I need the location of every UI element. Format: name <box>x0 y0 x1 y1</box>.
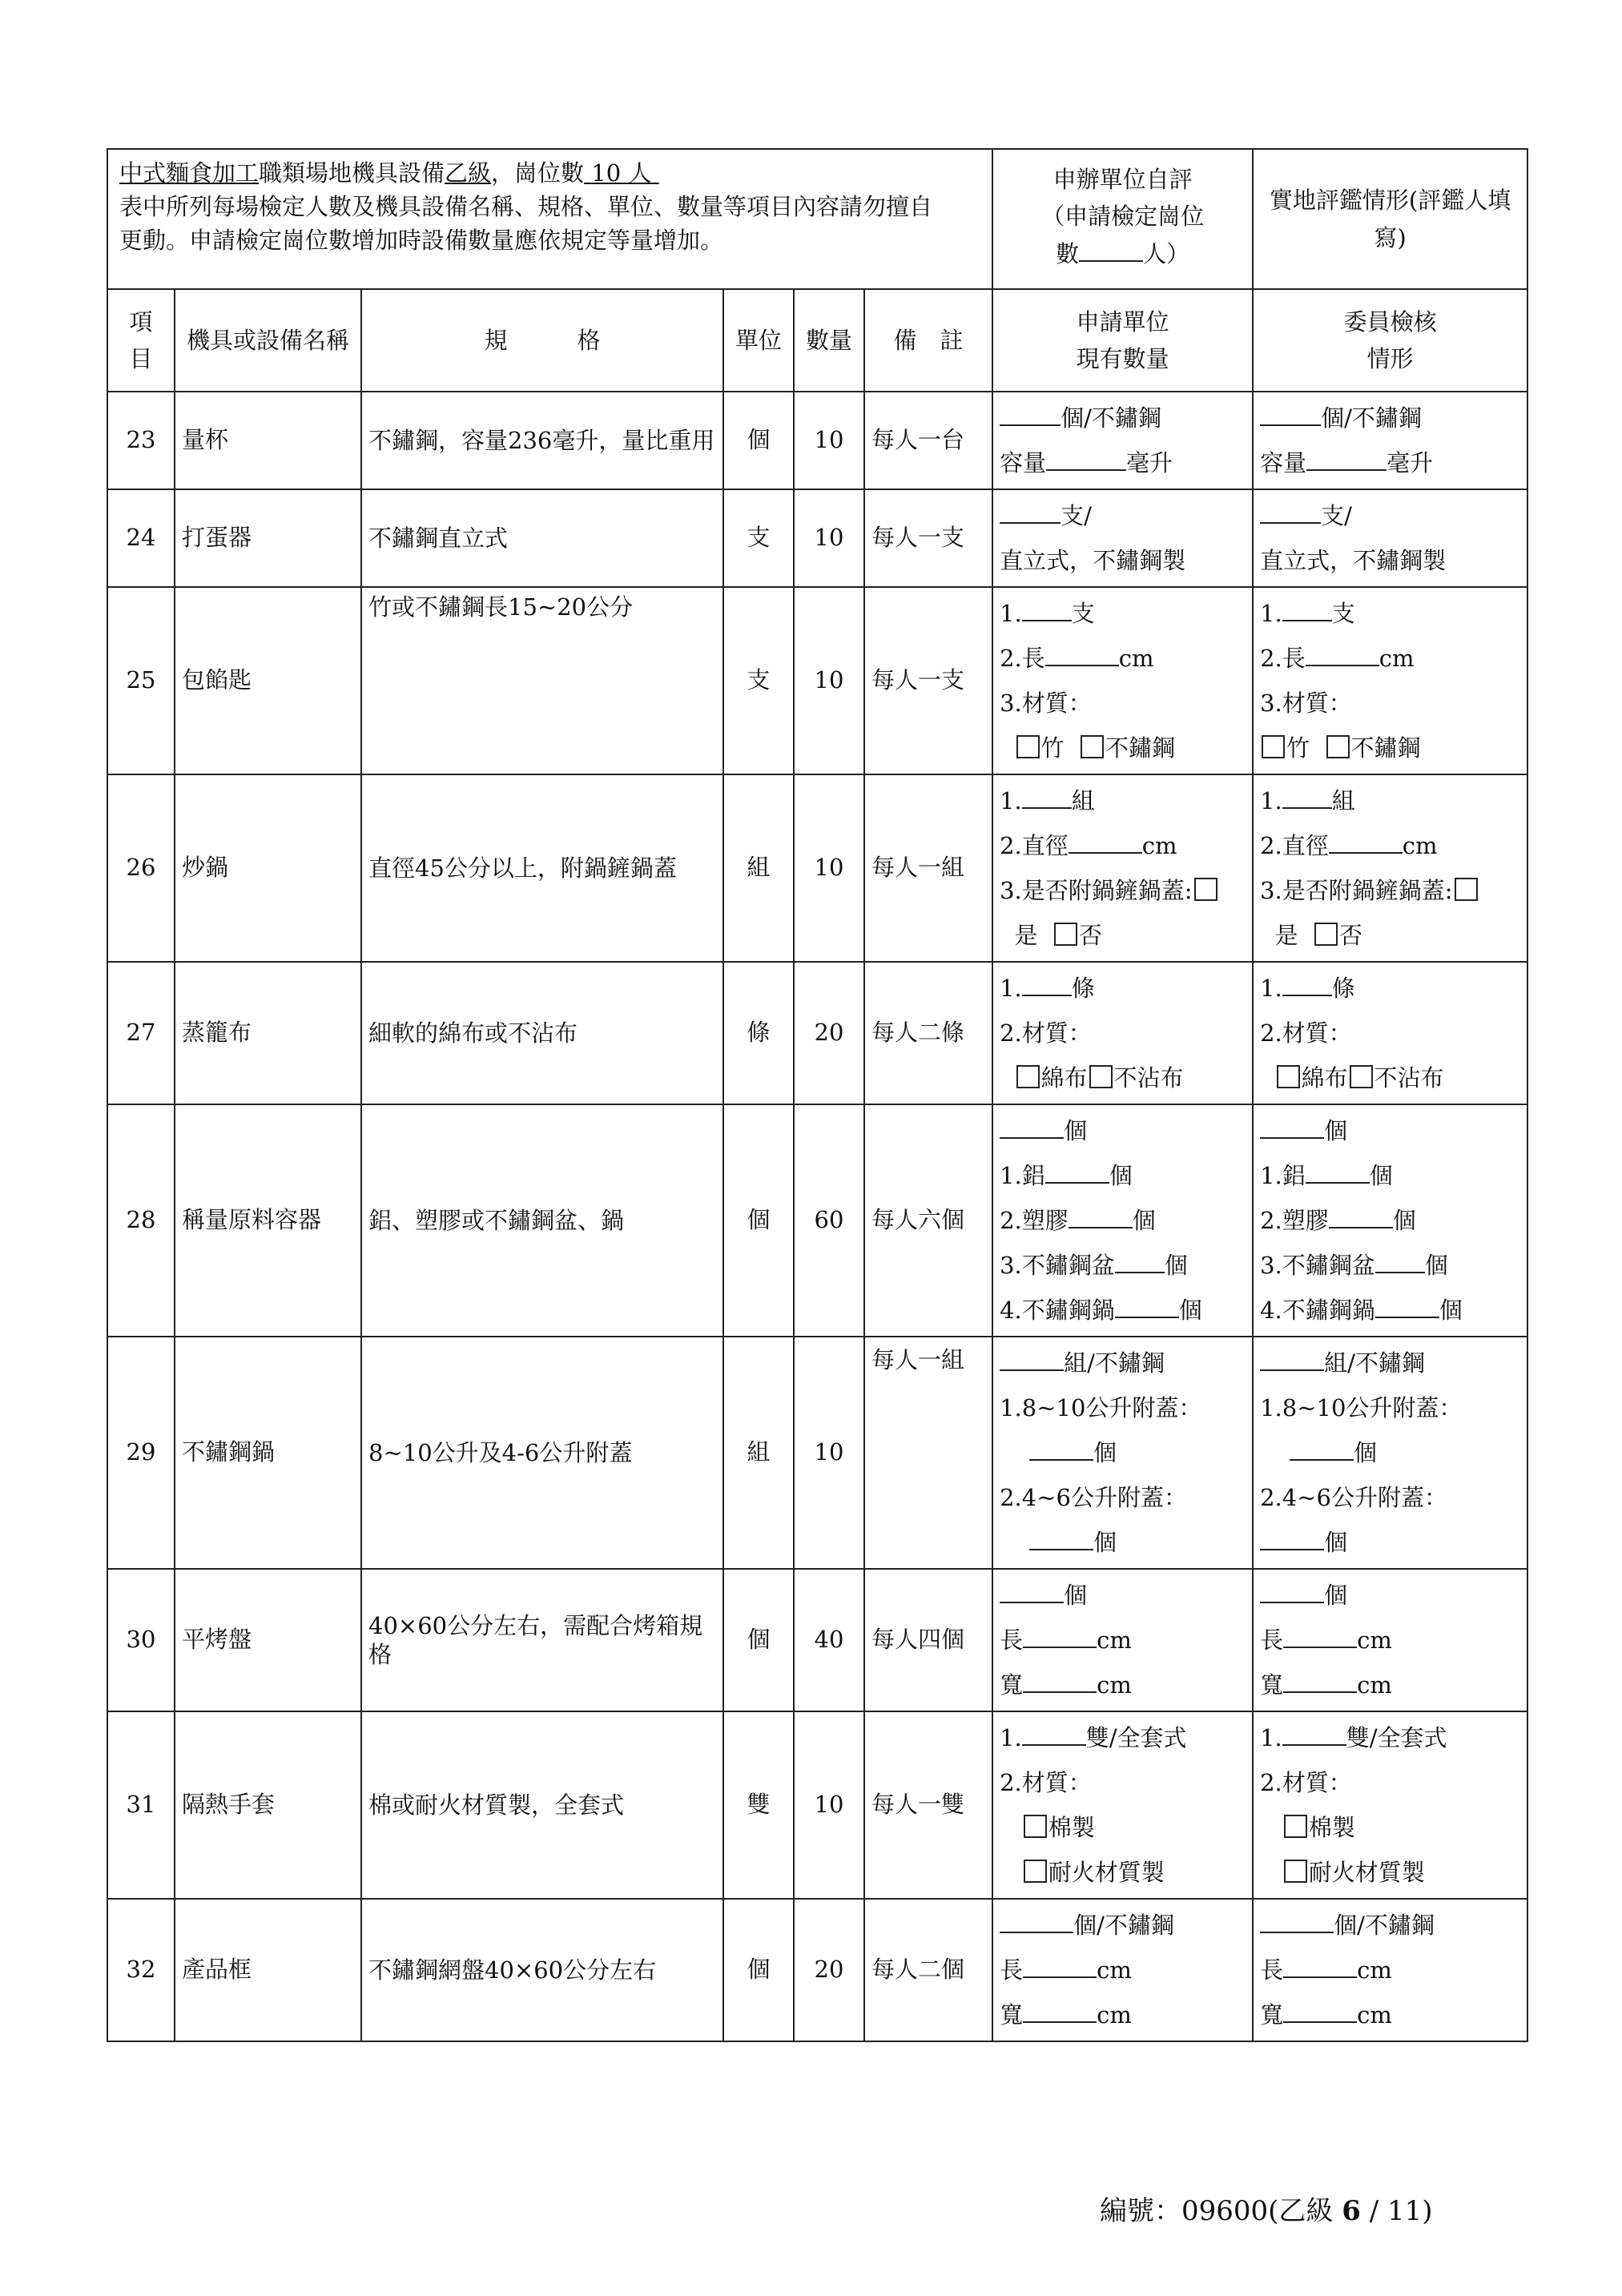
applicant-check: 支/ 直立式，不鏽鋼製 <box>992 489 1253 587</box>
table-row: 27 蒸籠布 細軟的綿布或不沾布 條 20 每人二條 1. 條 2.材質： 綿布 不沾布 1. 條 2.材質： 綿布 不沾布 <box>107 962 1527 1104</box>
committee-check: 個/不鏽鋼 長 cm 寬 cm <box>1253 1899 1527 2041</box>
onsite-eval-header: 實地評鑑情形(評鑑人填寫) <box>1253 149 1527 289</box>
table-row: 31 隔熱手套 棉或耐火材質製，全套式 雙 10 每人一雙 1. 雙/全套式 2.材質： 棉製 耐火材質製 1. 雙/全套式 2.材質： 棉製 耐火材質製 <box>107 1711 1527 1899</box>
checkbox[interactable] <box>1016 735 1040 758</box>
table-row: 28 稱量原料容器 鋁、塑膠或不鏽鋼盆、鍋 個 60 每人六個 個 1.鋁 個 2.塑膠 個 3.不鏽鋼盆 個 4.不鏽鋼鍋 個 個 1.鋁 個 2.塑膠 個 3.不鏽鋼盆 個 4.不鏽鋼鍋 個 <box>107 1104 1527 1337</box>
applicant-check: 個 1.鋁 個 2.塑膠 個 3.不鏽鋼盆 個 4.不鏽鋼鍋 個 <box>992 1104 1253 1337</box>
committee-check: 1. 支 2.長 cm 3.材質： 竹 不鏽鋼 <box>1253 587 1527 774</box>
committee-check: 1. 組 2.直徑 cm 3.是否附鍋鏟鍋蓋: 是 否 <box>1253 774 1527 962</box>
committee-check: 個 1.鋁 個 2.塑膠 個 3.不鏽鋼盆 個 4.不鏽鋼鍋 個 <box>1253 1104 1527 1337</box>
committee-check: 個 長 cm 寬 cm <box>1253 1569 1527 1711</box>
committee-check: 1. 雙/全套式 2.材質： 棉製 耐火材質製 <box>1253 1711 1527 1899</box>
equipment-table <box>107 148 1528 2042</box>
committee-check: 1. 條 2.材質： 綿布 不沾布 <box>1253 962 1527 1104</box>
applicant-check: 1. 雙/全套式 2.材質： 棉製 耐火材質製 <box>992 1711 1253 1899</box>
col-remark: 備 註 <box>864 289 992 392</box>
applicant-check: 個/不鏽鋼 長 cm 寬 cm <box>992 1899 1253 2041</box>
table-row: 30 平烤盤 40×60公分左右，需配合烤箱規格 個 40 每人四個 個 長 cm 寬 cm 個 長 cm 寬 cm <box>107 1569 1527 1711</box>
self-eval-header: 申辦單位自評 （申請檢定崗位 數 人） <box>992 149 1253 289</box>
table-row: 26 炒鍋 直徑45公分以上，附鍋鏟鍋蓋 組 10 每人一組 1. 組 2.直徑 cm 3.是否附鍋鏟鍋蓋: 是 否 1. 組 2.直徑 cm 3.是否附鍋鏟鍋蓋: 是 否 <box>107 774 1527 962</box>
checkbox[interactable] <box>1089 1065 1113 1088</box>
checkbox[interactable] <box>1262 735 1285 758</box>
applicant-check: 1. 組 2.直徑 cm 3.是否附鍋鏟鍋蓋: 是 否 <box>992 774 1253 962</box>
checkbox[interactable] <box>1016 1065 1040 1088</box>
table-row: 29 不鏽鋼鍋 8~10公升及4-6公升附蓋 組 10 每人一組 組/不鏽鋼 1.8~10公升附蓋： 個 2.4~6公升附蓋： 個 組/不鏽鋼 1.8~10公升附蓋： 個 2.4~6公升附蓋： 個 <box>107 1337 1527 1569</box>
checkbox[interactable] <box>1024 1815 1047 1838</box>
table-row: 23 量杯 不鏽鋼，容量236毫升，量比重用 個 10 每人一台 個/不鏽鋼 容量 毫升 個/不鏽鋼 容量 毫升 <box>107 392 1527 489</box>
checkbox[interactable] <box>1081 735 1104 758</box>
seats-count: 10 人 <box>591 159 652 187</box>
checkbox[interactable] <box>1284 1860 1307 1883</box>
checkbox[interactable] <box>1455 878 1478 901</box>
committee-check: 組/不鏽鋼 1.8~10公升附蓋： 個 2.4~6公升附蓋： 個 <box>1253 1337 1527 1569</box>
table-header-title: 中式麵食加工職類場地機具設備乙級，崗位數 10 人 表中所列每場檢定人數及機具設備名稱、規格、單位、數量等項目內容請勿擅自 更動。申請檢定崗位數增加時設備數量應依規定等量增加。 <box>107 149 992 289</box>
col-committee: 委員檢核 情形 <box>1253 289 1527 392</box>
checkbox[interactable] <box>1350 1065 1373 1088</box>
applicant-check: 1. 條 2.材質： 綿布 不沾布 <box>992 962 1253 1104</box>
committee-check: 支/ 直立式，不鏽鋼製 <box>1253 489 1527 587</box>
applicant-check: 個 長 cm 寬 cm <box>992 1569 1253 1711</box>
applicant-check: 個/不鏽鋼 容量 毫升 <box>992 392 1253 489</box>
header-note-line1: 表中所列每場檢定人數及機具設備名稱、規格、單位、數量等項目內容請勿擅自 <box>119 193 933 221</box>
col-spec: 規 格 <box>361 289 723 392</box>
table-row: 25 包餡匙 竹或不鏽鋼長15~20公分 支 10 每人一支 1. 支 2.長 cm 3.材質： 竹 不鏽鋼 1. 支 2.長 cm 3.材質： 竹 不鏽鋼 <box>107 587 1527 774</box>
page-number: 6 <box>1342 2195 1361 2227</box>
col-qty: 數量 <box>794 289 864 392</box>
col-unit: 單位 <box>723 289 794 392</box>
col-name: 機具或設備名稱 <box>175 289 361 392</box>
checkbox[interactable] <box>1277 1065 1300 1088</box>
col-item: 項 目 <box>107 289 175 392</box>
checkbox[interactable] <box>1054 923 1077 946</box>
applicant-check: 組/不鏽鋼 1.8~10公升附蓋： 個 2.4~6公升附蓋： 個 <box>992 1337 1253 1569</box>
checkbox[interactable] <box>1024 1860 1047 1883</box>
header-note-line2: 更動。申請檢定崗位數增加時設備數量應依規定等量增加。 <box>119 227 724 255</box>
col-applicant: 申請單位 現有數量 <box>992 289 1253 392</box>
grade-label: 乙級 <box>445 159 492 187</box>
committee-check: 個/不鏽鋼 容量 毫升 <box>1253 392 1527 489</box>
occupation-name: 中式麵食加工 <box>119 159 260 187</box>
checkbox[interactable] <box>1284 1815 1307 1838</box>
checkbox[interactable] <box>1314 923 1338 946</box>
table-row: 32 產品框 不鏽鋼網盤40×60公分左右 個 20 每人二個 個/不鏽鋼 長 cm 寬 cm 個/不鏽鋼 長 cm 寬 cm <box>107 1899 1527 2041</box>
checkbox[interactable] <box>1194 878 1218 901</box>
table-row: 24 打蛋器 不鏽鋼直立式 支 10 每人一支 支/ 直立式，不鏽鋼製 支/ 直立式，不鏽鋼製 <box>107 489 1527 587</box>
page-footer: 編號：09600(乙級 6 / 11) <box>1100 2195 1433 2227</box>
checkbox[interactable] <box>1326 735 1350 758</box>
applicant-check: 1. 支 2.長 cm 3.材質： 竹 不鏽鋼 <box>992 587 1253 774</box>
